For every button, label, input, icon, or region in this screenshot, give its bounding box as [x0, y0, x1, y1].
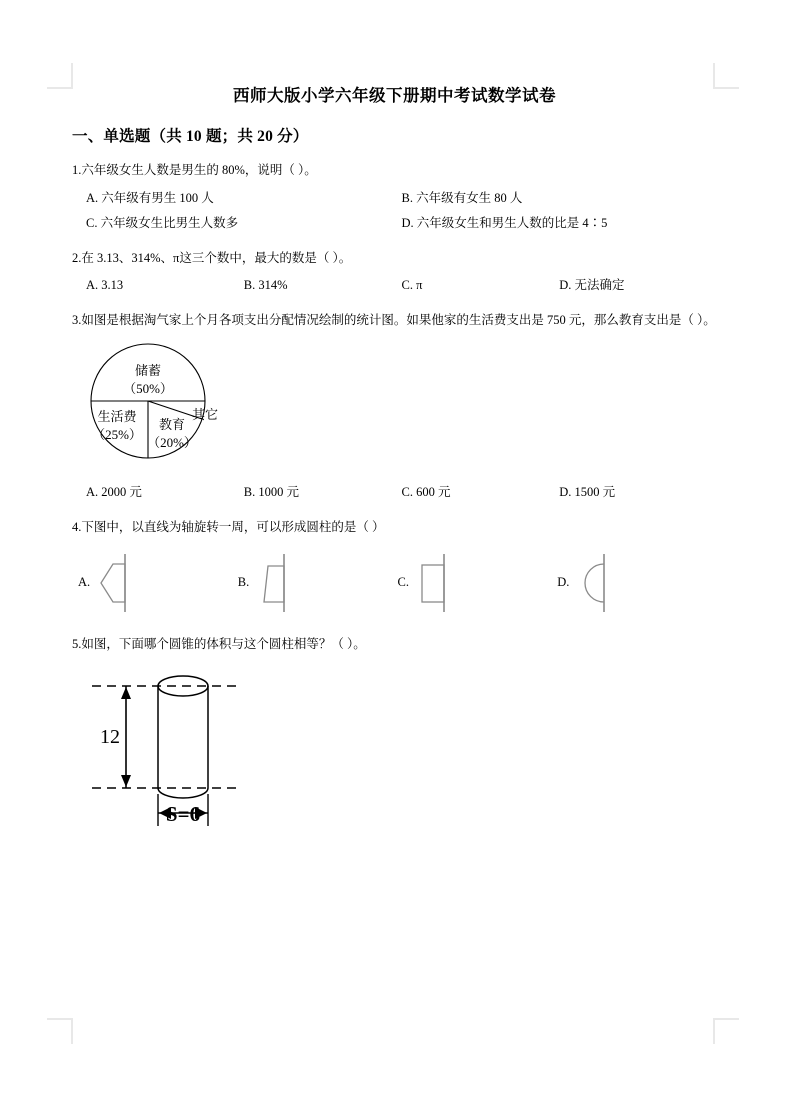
question-5-stem: 5.如图，下面哪个圆锥的体积与这个圆柱相等？（ ）。 — [72, 636, 366, 651]
page-content — [72, 85, 717, 848]
question-4-stem: 4.下图中，以直线为轴旋转一周，可以形成圆柱的是（ ） — [72, 519, 385, 534]
pie-label-living: 生活费 — [97, 408, 137, 424]
question-2 — [72, 246, 717, 298]
question-1-options — [72, 186, 717, 211]
question-4-option-b-label: B. — [237, 575, 250, 590]
question-4-option-d-label: D. — [557, 575, 570, 590]
question-1-option-b[interactable]: B. 六年级有女生 80 人 — [401, 190, 523, 205]
question-4-option-c-label: C. — [397, 575, 409, 590]
question-4-option-a-label: A. — [78, 575, 91, 590]
question-1-stem: 1.六年级女生人数是男生的 80%，说明（ ）。 — [72, 163, 317, 178]
shape-trapezoid-left-open — [93, 552, 139, 614]
crop-mark-bottom-left — [47, 1018, 73, 1044]
shape-semicircle — [572, 552, 618, 614]
question-3-option-b[interactable]: B. 1000 元 — [243, 484, 299, 499]
shape-outline-a — [101, 564, 125, 602]
question-4-option-c[interactable] — [398, 552, 558, 614]
question-2-options — [72, 273, 717, 298]
pie-value-savings: （50%） — [123, 380, 173, 396]
question-1-option-a[interactable]: A. 六年级有男生 100 人 — [86, 190, 214, 205]
question-2-option-c[interactable]: C. π — [401, 278, 423, 293]
shape-outline-c — [422, 565, 444, 602]
question-3-option-a[interactable]: A. 2000 元 — [86, 484, 142, 499]
expense-pie-chart — [86, 339, 236, 469]
question-4-options — [72, 542, 717, 614]
crop-mark-top-left — [47, 63, 73, 89]
shape-trapezoid-slanted — [252, 552, 298, 614]
question-2-option-d[interactable]: D. 无法确定 — [559, 278, 625, 293]
question-1-option-c[interactable]: C. 六年级女生比男生人数多 — [86, 215, 239, 230]
question-1-option-d[interactable]: D. 六年级女生和男生人数的比是 4∶5 — [401, 215, 608, 230]
cylinder-body — [158, 686, 208, 798]
shape-rectangle — [412, 552, 458, 614]
question-2-option-b[interactable]: B. 314% — [243, 278, 288, 293]
pie-label-other: 其它 — [191, 406, 219, 422]
question-3-option-c[interactable]: C. 600 元 — [401, 484, 451, 499]
height-arrow-down — [121, 775, 131, 787]
question-4-option-a[interactable] — [78, 552, 238, 614]
pie-label-savings: 储蓄 — [134, 362, 162, 378]
question-2-option-a[interactable]: A. 3.13 — [86, 278, 124, 293]
cylinder-base-label: S=6 — [165, 802, 201, 827]
cylinder-height-label: 12 — [100, 726, 120, 749]
question-1-options-2 — [72, 211, 717, 236]
pie-label-education: 教育 — [158, 416, 186, 432]
pie-value-education: （20%） — [147, 434, 197, 450]
page-title: 西师大版小学六年级下册期中考试数学试卷 — [233, 86, 556, 105]
crop-mark-bottom-right — [713, 1018, 739, 1044]
question-3-stem: 3.如图是根据淘气家上个月各项支出分配情况绘制的统计图。如果他家的生活费支出是 750 元，那么教育支出是（ ）。 — [72, 313, 716, 328]
question-3-option-d[interactable]: D. 1500 元 — [559, 484, 616, 499]
pie-chart-figure — [86, 339, 717, 474]
pie-value-living: （25%） — [92, 426, 142, 442]
question-2-stem: 2.在 3.13、314%、π这三个数中，最大的数是（ ）。 — [72, 250, 352, 265]
shape-outline-b — [264, 566, 284, 602]
question-3-options — [72, 480, 717, 505]
question-3 — [72, 308, 717, 504]
height-arrow-up — [121, 687, 131, 699]
cylinder-figure — [86, 666, 717, 846]
question-5 — [72, 632, 717, 846]
question-4-option-b[interactable] — [238, 552, 398, 614]
question-4 — [72, 515, 717, 614]
shape-outline-d — [585, 564, 604, 602]
cylinder-diagram — [86, 666, 276, 841]
question-1 — [72, 158, 717, 235]
section-heading: 一、单选题（共 10 题；共 20 分） — [72, 128, 309, 146]
question-4-option-d[interactable] — [557, 552, 717, 614]
